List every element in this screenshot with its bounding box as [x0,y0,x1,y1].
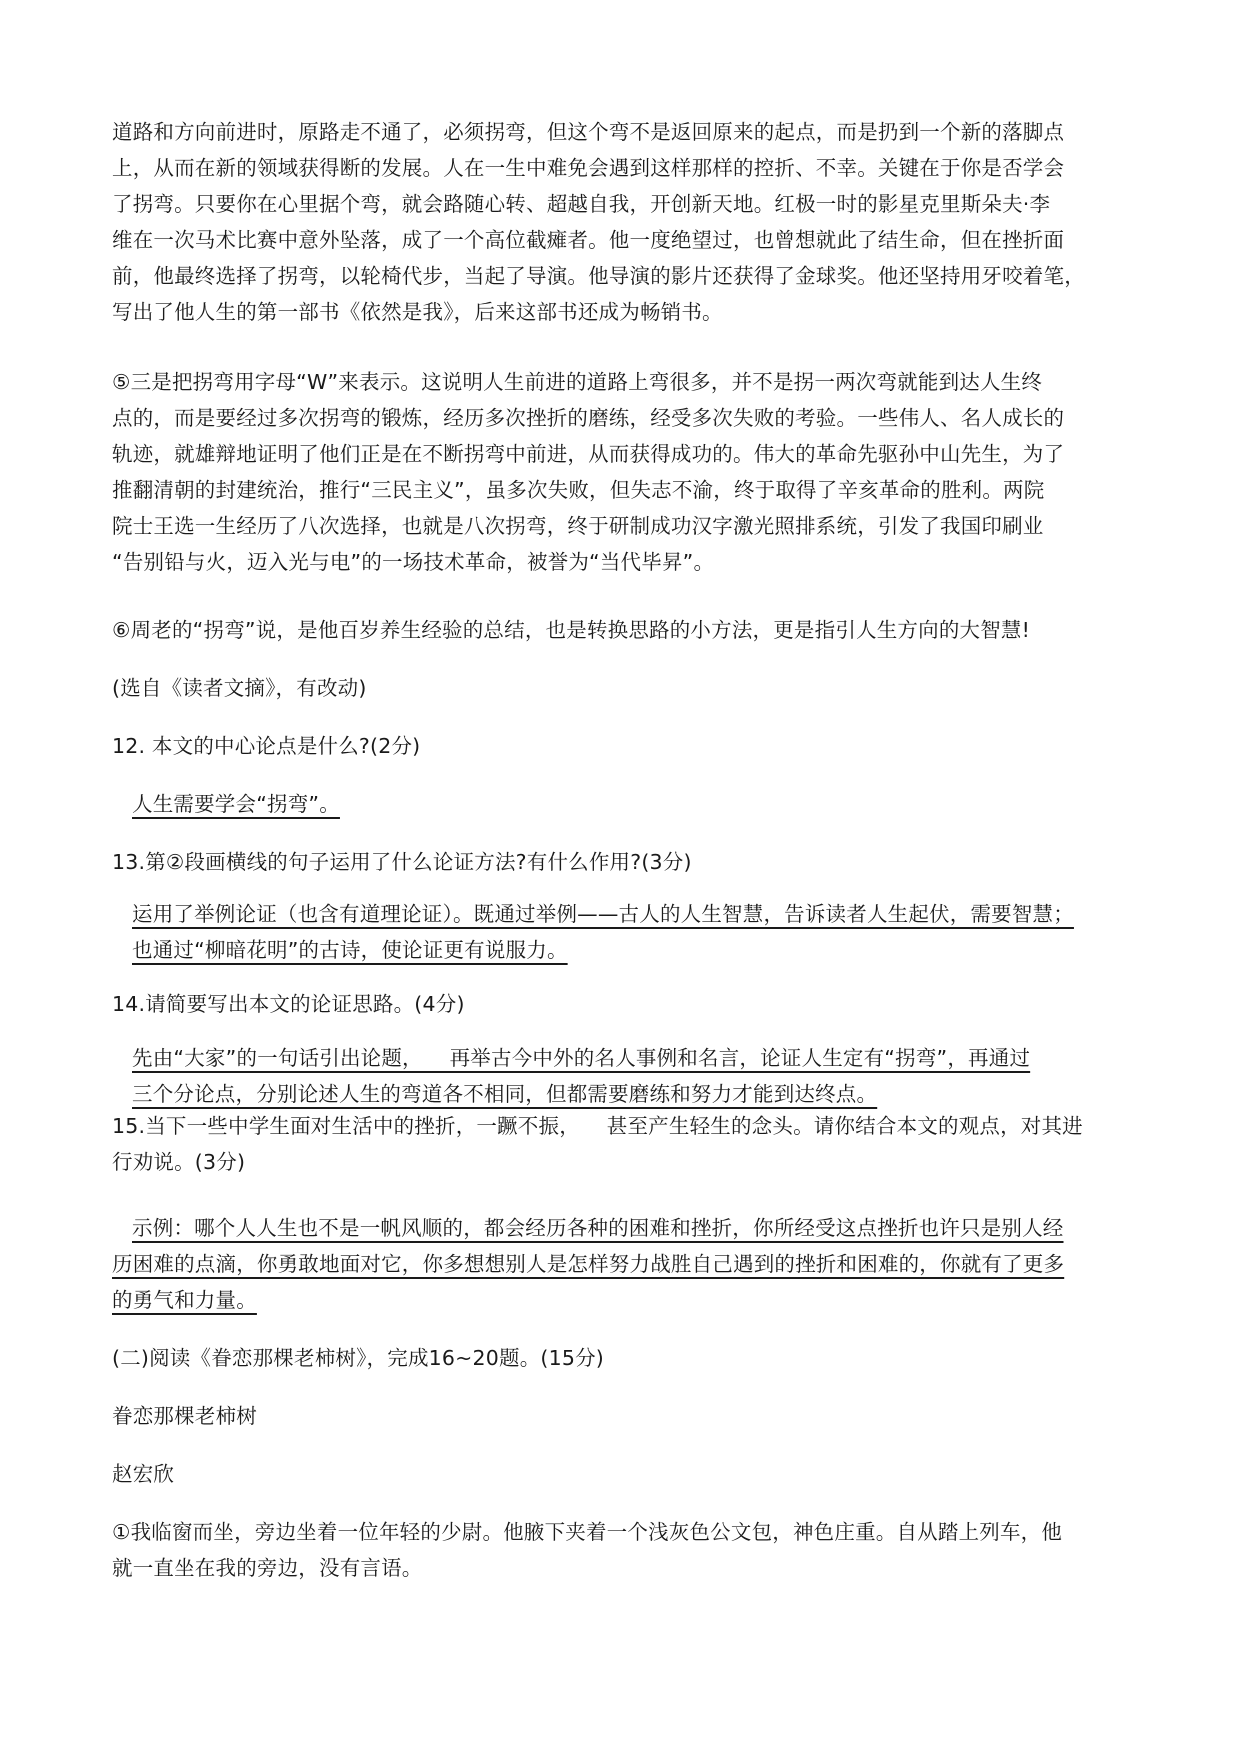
question-text: 行劝说。(3分) [112,1150,246,1174]
article-author [112,1456,1132,1492]
question-text: 12. 本文的中心论点是什么?(2分) [112,734,421,758]
text-line: 推翻清朝的封建统治，推行“三民主义”，虽多次失败，但失志不渝，终于取得了辛亥革命的胜利。两院 [112,478,1045,502]
question-15 [112,1108,1132,1180]
question-text: 14.请简要写出本文的论证思路。(4分) [112,992,465,1016]
text-line: 上，从而在新的领域获得断的发展。人在一生中难免会遇到这样那样的控折、不幸。关键在于你是否学会 [112,156,1065,180]
text-line: ⑤三是把拐弯用字母“W”来表示。这说明人生前进的道路上弯很多，并不是拐一两次弯就能到达人生终 [112,370,1043,394]
answer-line [132,1210,1152,1246]
question-13 [112,844,1132,880]
answer-14 [112,1040,1152,1112]
text-line: 维在一次马术比赛中意外坠落，成了一个高位截瘫者。他一度绝望过，也曾想就此了结生命，但在挫折面 [112,228,1065,252]
text-line: “告别铅与火，迈入光与电”的一场技术革命，被誉为“当代毕昇”。 [112,550,715,574]
question-14 [112,986,1132,1022]
answer-line [132,786,1152,822]
answer-line [132,1076,1152,1112]
text-line: 点的，而是要经过多次拐弯的锻炼，经历多次挫折的磨练，经受多次失败的考验。一些伟人、名人成长的 [112,406,1065,430]
question-12 [112,728,1132,764]
text-line: 就一直坐在我的旁边，没有言语。 [112,1556,423,1580]
section-heading-text: (二)阅读《眷恋那棵老柿树》，完成16~20题。(15分) [112,1346,604,1370]
answer-15 [112,1210,1152,1246]
answer-line [112,1246,1132,1282]
article-author-text: 赵宏欣 [112,1462,175,1486]
text-line: 院士王选一生经历了八次选择，也就是八次拐弯，终于研制成功汉字激光照排系统，引发了我国印刷业 [112,514,1044,538]
answer-text: 先由“大家”的一句话引出论题， 再举古今中外的名人事例和名言，论证人生定有“拐弯”，再通过 [132,1046,1031,1070]
source-text: (选自《读者文摘》，有改动) [112,676,367,700]
section-2-heading [112,1340,1132,1376]
text-line: ①我临窗而坐，旁边坐着一位年轻的少尉。他腋下夹着一个浅灰色公文包，神色庄重。自从踏上列车，他 [112,1520,1063,1544]
text-line: 写出了他人生的第一部书《依然是我》，后来这部书还成为畅销书。 [112,300,723,324]
answer-text: 也通过“柳暗花明”的古诗，使论证更有说服力。 [132,938,568,962]
article-title-text: 眷恋那棵老柿树 [112,1404,257,1428]
text-line: 前，他最终选择了拐弯，以轮椅代步，当起了导演。他导演的影片还获得了金球奖。他还坚持用牙咬着笔， [112,264,1085,288]
question-text: 15.当下一些中学生面对生活中的挫折，一蹶不振， 甚至产生轻生的念头。请你结合本文的观点，对其进 [112,1114,1083,1138]
answer-text: 运用了举例论证（也含有道理论证）。既通过举例——古人的人生智慧，告诉读者人生起伏，需要智慧； [132,902,1074,926]
answer-line [132,896,1152,932]
answer-15-cont [112,1246,1132,1318]
answer-line [132,932,1152,968]
paragraph-6 [112,612,1132,648]
answer-line [112,1282,1132,1318]
text-line: ⑥周老的“拐弯”说，是他百岁养生经验的总结，也是转换思路的小方法，更是指引人生方向的大智慧! [112,618,1031,642]
answer-text: 的勇气和力量。 [112,1288,257,1312]
paragraph-4 [112,114,1132,330]
answer-text: 历困难的点滴，你勇敢地面对它，你多想想别人是怎样努力战胜自己遇到的挫折和困难的，你就有了更多 [112,1252,1065,1276]
answer-text: 三个分论点，分别论述人生的弯道各不相同，但都需要磨练和努力才能到达终点。 [132,1082,878,1106]
answer-13 [112,896,1152,968]
article-title [112,1398,1132,1434]
text-line: 轨迹，就雄辩地证明了他们正是在不断拐弯中前进，从而获得成功的。伟大的革命先驱孙中山先生，为了 [112,442,1065,466]
text-line: 道路和方向前进时，原路走不通了，必须拐弯，但这个弯不是返回原来的起点，而是扔到一个新的落脚点 [112,120,1065,144]
answer-text: 人生需要学会“拐弯”。 [132,792,340,816]
answer-12 [112,786,1152,822]
text-line: 了拐弯。只要你在心里据个弯，就会路随心转、超越自我，开创新天地。红极一时的影星克里斯朵夫·李 [112,192,1051,216]
answer-text: 示例：哪个人人生也不是一帆风顺的，都会经历各种的困难和挫折，你所经受这点挫折也许只是别人经 [132,1216,1064,1240]
article-paragraph-1 [112,1514,1132,1586]
paragraph-5 [112,364,1132,580]
answer-line [132,1040,1152,1076]
question-text: 13.第②段画横线的句子运用了什么论证方法?有什么作用?(3分) [112,850,692,874]
source-note [112,670,1132,706]
